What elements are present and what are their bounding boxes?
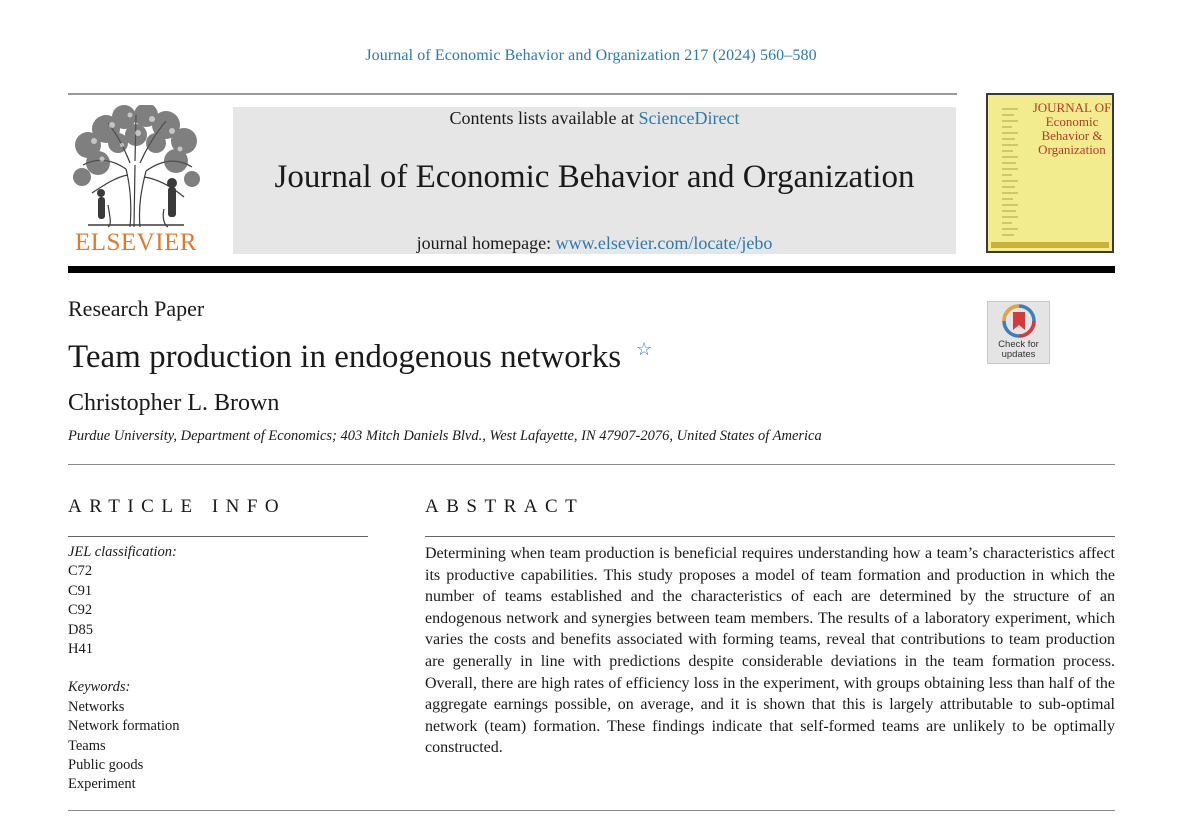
article-info-rule [68,536,368,537]
abstract-rule [425,536,1115,537]
header-top-rule [68,93,957,95]
jel-code: H41 [68,641,93,658]
check-updates-label-line: Check for [998,339,1039,350]
journal-title: Journal of Economic Behavior and Organization [274,159,915,195]
article-info-heading: ARTICLE INFO [68,496,287,517]
check-for-updates-button[interactable] [987,301,1050,364]
keyword: Networks [68,698,125,715]
homepage-line [233,233,956,254]
elsevier-logo[interactable] [68,105,204,257]
article-type: Research Paper [68,296,205,321]
abstract-heading: ABSTRACT [425,496,585,517]
title-footnote-star-icon[interactable]: ☆ [636,339,653,359]
check-updates-icon [988,302,1051,342]
jel-code: C91 [68,582,93,599]
sciencedirect-link[interactable]: ScienceDirect [638,108,740,128]
bottom-rule [68,810,1115,811]
section-divider [68,464,1115,465]
jel-code: C92 [68,602,93,619]
spacer [68,659,368,678]
article-info-panel [68,543,368,795]
cover-title-line: Economic [1045,114,1099,129]
elsevier-tree-icon [68,105,204,229]
author-name[interactable]: Christopher L. Brown [68,390,280,416]
journal-homepage-link[interactable]: www.elsevier.com/locate/jebo [555,233,773,253]
journal-banner [233,107,956,254]
contents-line [233,107,956,129]
jel-code: C72 [68,563,93,580]
contents-prefix: Contents lists available at [449,108,634,128]
check-updates-label [988,340,1049,360]
jel-label: JEL classification: [68,544,177,560]
keyword: Network formation [68,718,180,735]
cover-contents-lines-icon [1000,105,1020,243]
homepage-prefix: journal homepage: [416,233,552,253]
keyword: Experiment [68,776,136,793]
journal-cover-thumbnail[interactable] [986,93,1114,253]
author-affiliation: Purdue University, Department of Economics; 403 Mitch Daniels Blvd., West Lafayette, IN 47907-2076, United States of America [68,428,822,444]
cover-journal-title [1032,101,1112,157]
keyword: Teams [68,737,106,754]
keywords-label: Keywords: [68,679,131,696]
jel-code: D85 [68,621,93,638]
keyword: Public goods [68,757,144,774]
check-updates-label-line: updates [1001,349,1036,360]
article-title: Team production in endogenous networks [68,339,622,375]
header-thick-rule [68,266,1115,273]
journal-citation-link[interactable]: Journal of Economic Behavior and Organization 217 (2024) 560–580 [365,47,817,64]
abstract-text: Determining when team production is beneficial requires understanding how a team’s characteristics affect its productive capabilities. This study proposes a model of team formation and production in which the number of teams established and the characteristics of each are determined by the structure of an endogenous network and synergies between team members. The results of a laboratory experiment, which varies the costs and benefits associated with forming teams, reveal that contributions to team production are generally in line with predictions despite considerable deviations in the team formation process. Overall, there are high rates of efficiency loss in the experiment, with groups obtaining less than half of the aggregate earnings possible, on average, and it is shown that this is largely attributable to sub-optimal network (team) formation. These findings indicate that self-formed teams are unlikely to be optimally constructed. [425,545,1115,757]
elsevier-wordmark: ELSEVIER [74,229,198,256]
cover-title-line: Behavior & [1041,128,1103,143]
cover-bottom-band [991,242,1109,248]
cover-title-line: JOURNAL OF [1032,100,1112,115]
cover-title-line: Organization [1038,142,1106,157]
